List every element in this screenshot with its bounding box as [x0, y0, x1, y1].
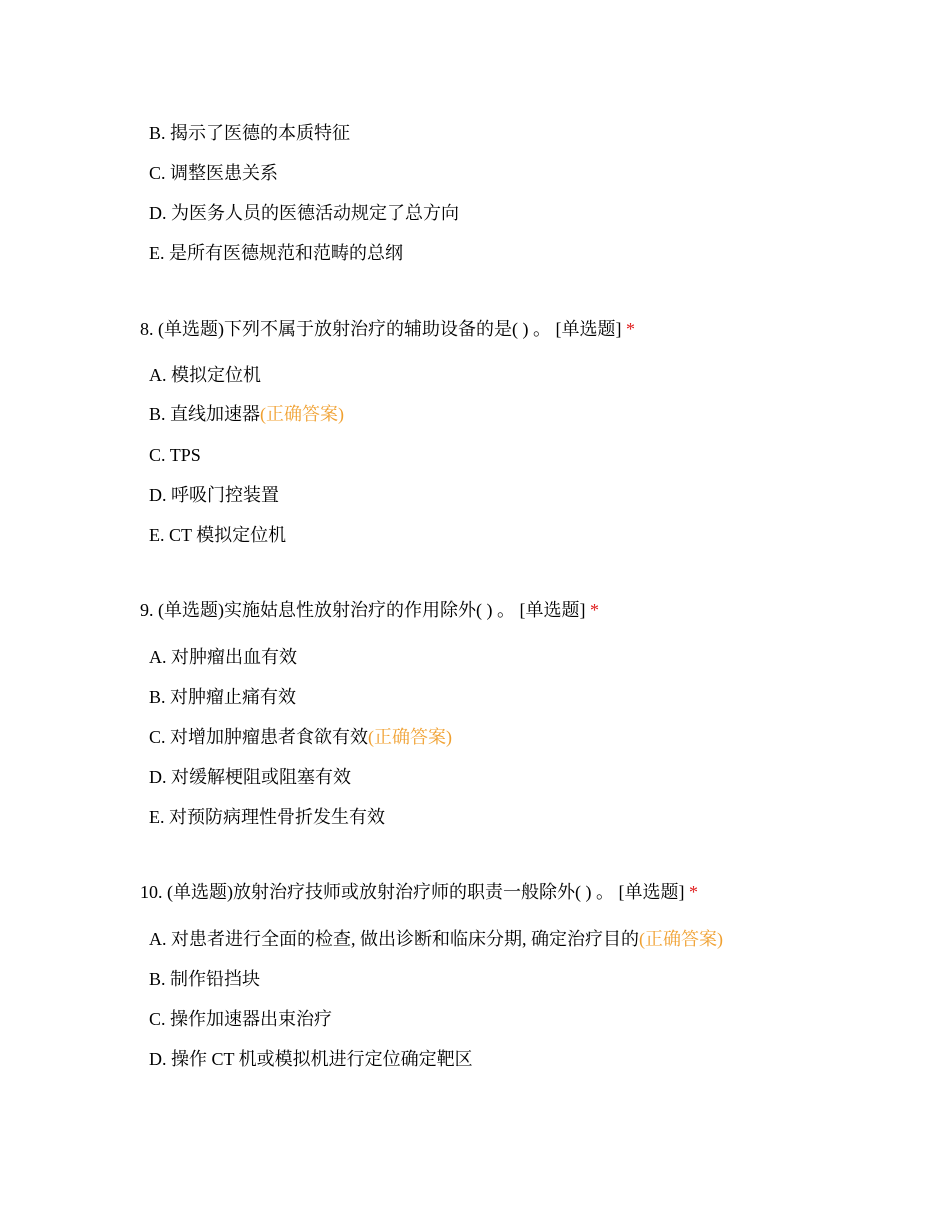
question-text: 8. (单选题)下列不属于放射治疗的辅助设备的是( ) 。 [单选题]: [140, 319, 622, 339]
option-text: 呼吸门控装置: [171, 485, 279, 505]
q8-option-c: [149, 444, 201, 466]
option-letter: D.: [149, 1049, 167, 1069]
q8-option-b: [149, 403, 344, 425]
option-letter: A.: [149, 365, 167, 385]
q7-option-b: [149, 122, 350, 144]
option-text: 直线加速器: [170, 404, 261, 424]
question-text: 10. (单选题)放射治疗技师或放射治疗师的职责一般除外( ) 。 [单选题]: [140, 882, 685, 902]
q7-option-e: [149, 242, 403, 264]
option-text: 对肿瘤止痛有效: [170, 687, 297, 707]
q10-option-d: [149, 1048, 473, 1070]
option-text: 对缓解梗阻或阻塞有效: [171, 767, 351, 787]
option-letter: C.: [149, 1009, 166, 1029]
option-letter: B.: [149, 969, 166, 989]
correct-answer-mark: (正确答案): [260, 404, 345, 424]
q8-stem: [140, 318, 635, 340]
q10-option-a: [149, 928, 723, 950]
option-letter: B.: [149, 687, 166, 707]
option-letter: A.: [149, 929, 167, 949]
q10-option-b: [149, 968, 260, 990]
q10-option-c: [149, 1008, 332, 1030]
option-letter: E.: [149, 807, 165, 827]
q7-option-c: [149, 162, 278, 184]
option-letter: C.: [149, 727, 166, 747]
option-text: 操作加速器出束治疗: [170, 1009, 333, 1029]
option-text: CT 模拟定位机: [169, 525, 287, 545]
correct-answer-mark: (正确答案): [368, 727, 453, 747]
option-text: 操作 CT 机或模拟机进行定位确定靶区: [171, 1049, 473, 1069]
option-text: 模拟定位机: [171, 365, 261, 385]
option-text: 对增加肿瘤患者食欲有效: [170, 727, 369, 747]
q9-option-d: [149, 766, 351, 788]
option-letter: B.: [149, 404, 166, 424]
option-text: 对患者进行全面的检查, 做出诊断和临床分期, 确定治疗目的: [171, 929, 639, 949]
option-text: TPS: [169, 445, 201, 465]
option-text: 为医务人员的医德活动规定了总方向: [171, 203, 459, 223]
option-text: 对肿瘤出血有效: [171, 647, 297, 667]
q9-stem: [140, 599, 599, 621]
q8-option-d: [149, 484, 279, 506]
q8-option-a: [149, 364, 261, 386]
option-letter: C.: [149, 445, 166, 465]
option-text: 揭示了医德的本质特征: [170, 123, 351, 143]
q9-option-e: [149, 806, 385, 828]
q9-option-b: [149, 686, 296, 708]
option-text: 调整医患关系: [170, 163, 279, 183]
option-letter: A.: [149, 647, 167, 667]
option-letter: B.: [149, 123, 166, 143]
option-text: 是所有医德规范和范畴的总纲: [169, 243, 403, 263]
required-mark: *: [688, 882, 698, 902]
option-letter: C.: [149, 163, 166, 183]
correct-answer-mark: (正确答案): [639, 929, 723, 949]
option-text: 制作铅挡块: [170, 969, 261, 989]
question-text: 9. (单选题)实施姑息性放射治疗的作用除外( ) 。 [单选题]: [140, 600, 586, 620]
q9-option-a: [149, 646, 297, 668]
option-letter: D.: [149, 485, 167, 505]
option-letter: E.: [149, 525, 165, 545]
option-letter: D.: [149, 767, 167, 787]
q10-stem: [140, 881, 698, 903]
option-letter: D.: [149, 203, 167, 223]
q8-option-e: [149, 524, 286, 546]
option-text: 对预防病理性骨折发生有效: [169, 807, 385, 827]
required-mark: *: [589, 600, 599, 620]
q9-option-c: [149, 726, 452, 748]
q7-option-d: [149, 202, 459, 224]
option-letter: E.: [149, 243, 165, 263]
required-mark: *: [625, 319, 635, 339]
